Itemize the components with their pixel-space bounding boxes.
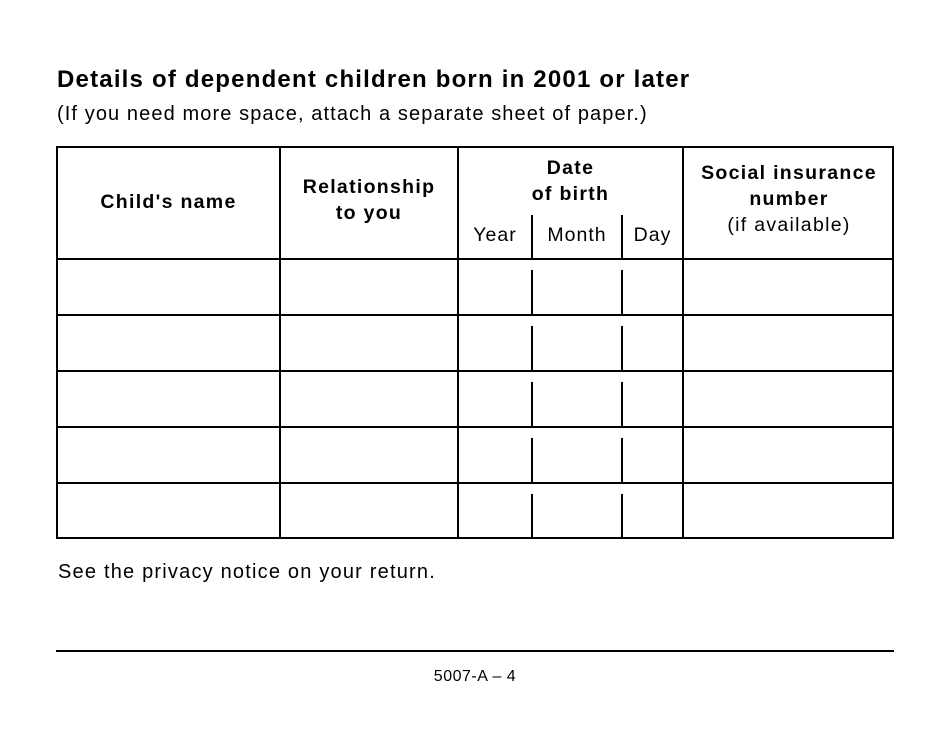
header-childs-name bbox=[58, 189, 279, 215]
birth-month-cell[interactable] bbox=[533, 484, 621, 537]
footer-divider bbox=[56, 650, 894, 652]
header-sin-line1: Social insurance bbox=[701, 162, 877, 184]
header-sin bbox=[684, 160, 894, 238]
header-relationship bbox=[281, 174, 457, 226]
header-year: Year bbox=[473, 224, 517, 246]
relationship-cell[interactable] bbox=[281, 484, 457, 537]
header-day: Day bbox=[633, 224, 672, 246]
child-name-cell[interactable] bbox=[58, 316, 279, 370]
child-name-cell[interactable] bbox=[58, 484, 279, 537]
relationship-cell[interactable] bbox=[281, 372, 457, 426]
sin-cell[interactable] bbox=[684, 372, 894, 426]
birth-day-cell[interactable] bbox=[623, 484, 682, 537]
sin-cell[interactable] bbox=[684, 316, 894, 370]
birth-year-cell[interactable] bbox=[459, 372, 531, 426]
birth-day-cell[interactable] bbox=[623, 372, 682, 426]
sin-cell[interactable] bbox=[684, 428, 894, 482]
header-relationship-line1: Relationship bbox=[302, 176, 436, 198]
child-name-cell[interactable] bbox=[58, 372, 279, 426]
header-sin-line3: (if available) bbox=[727, 214, 851, 236]
dependent-children-table bbox=[56, 146, 894, 539]
sin-cell[interactable] bbox=[684, 484, 894, 537]
birth-day-cell[interactable] bbox=[623, 428, 682, 482]
privacy-notice: See the privacy notice on your return. bbox=[58, 561, 437, 583]
birth-month-cell[interactable] bbox=[533, 260, 621, 314]
birth-year-cell[interactable] bbox=[459, 260, 531, 314]
birth-month-cell[interactable] bbox=[533, 428, 621, 482]
header-childs-name-label: Child's name bbox=[100, 191, 237, 213]
birth-day-cell[interactable] bbox=[623, 260, 682, 314]
child-name-cell[interactable] bbox=[58, 428, 279, 482]
header-sin-line2: number bbox=[749, 188, 829, 210]
relationship-cell[interactable] bbox=[281, 260, 457, 314]
header-dob-line1: Date bbox=[546, 157, 595, 179]
birth-day-cell[interactable] bbox=[623, 316, 682, 370]
relationship-cell[interactable] bbox=[281, 428, 457, 482]
birth-year-cell[interactable] bbox=[459, 316, 531, 370]
birth-year-cell[interactable] bbox=[459, 428, 531, 482]
relationship-cell[interactable] bbox=[281, 316, 457, 370]
birth-month-cell[interactable] bbox=[533, 372, 621, 426]
form-page-number: 5007-A – 4 bbox=[433, 668, 517, 685]
child-name-cell[interactable] bbox=[58, 260, 279, 314]
section-title: Details of dependent children born in 2001 or later bbox=[57, 66, 691, 93]
header-dob-line2: of birth bbox=[531, 183, 610, 205]
header-date-of-birth bbox=[459, 155, 682, 207]
sin-cell[interactable] bbox=[684, 260, 894, 314]
header-relationship-line2: to you bbox=[335, 202, 403, 224]
section-subtitle: (If you need more space, attach a separate sheet of paper.) bbox=[57, 103, 648, 125]
birth-month-cell[interactable] bbox=[533, 316, 621, 370]
birth-year-cell[interactable] bbox=[459, 484, 531, 537]
header-month: Month bbox=[547, 224, 607, 246]
